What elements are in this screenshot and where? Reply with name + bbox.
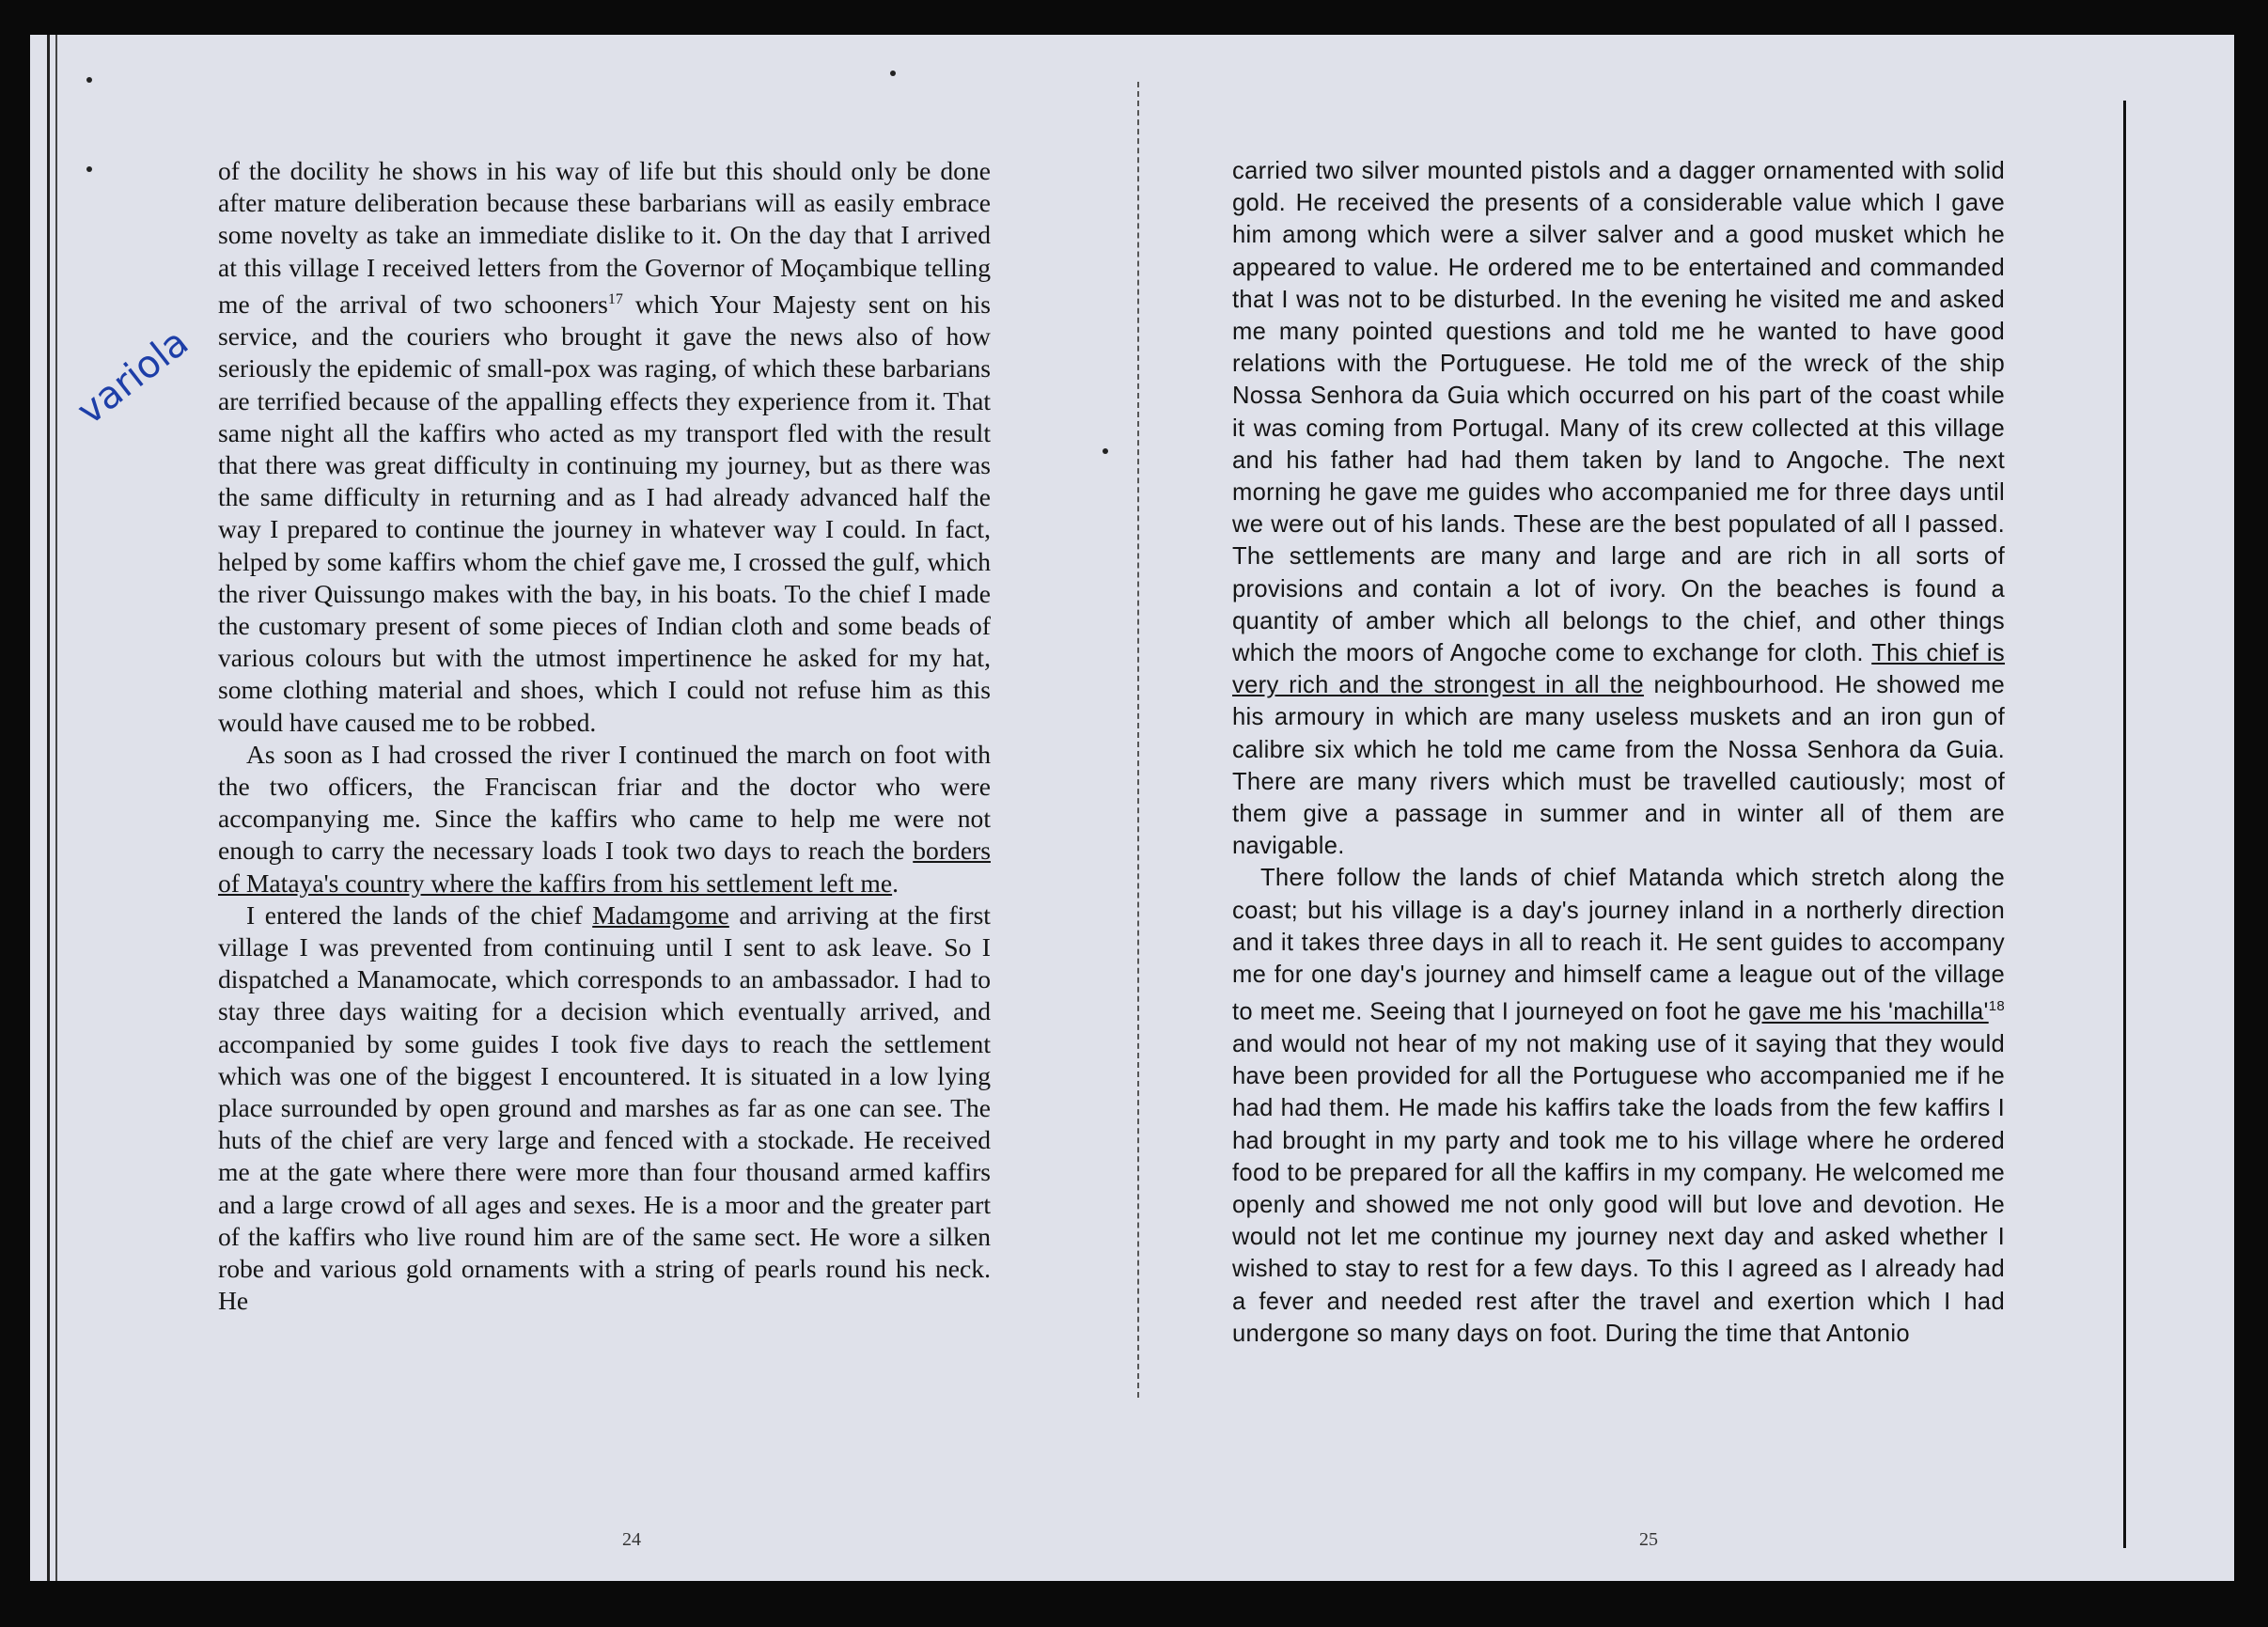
paragraph: I entered the lands of the chief Madamgome and arriving at the first village I was prevented from continuing until I sent to ask leave. So I dispatched a Manamocate, which corresponds to an ambassador. I had to stay three days waiting for a decision which eventually arrived, and accompanied by some guides I took five days to reach the settlement which was one of the biggest I encountered. It is situated in a low lying place surrounded by open ground and marshes as far as one can see. The huts of the chief are very large and fenced with a stockade. He received me at the gate where there were more than four thousand armed kaffirs and a large crowd of all ages and sexes. He is a moor and the greater part of the kaffirs who live round him are of the same sect. He wore a silken robe and various gold ornaments with a string of pearls round his neck. He xyxy=(218,900,991,1316)
binding-edge xyxy=(47,35,57,1581)
speck xyxy=(890,70,896,76)
left-page-text xyxy=(218,155,991,1490)
paragraph: carried two silver mounted pistols and a dagger ornamented with solid gold. He received the presents of a considerable value which I gave him among which were a silver salver and a good musket which he appeared to value. He ordered me to be entertained and commanded that I was not to be disturbed. In the evening he visited me and asked me many pointed questions and told me he wanted to have good relations with the Portuguese. He told me of the wreck of the ship Nossa Senhora da Guia which occurred on his part of the coast while it was coming from Portugal. Many of its crew collected at this village and his father had had them taken by land to Angoche. The next morning he gave me guides who accompanied me for three days until we were out of his lands. These are the best populated of all I passed. The settlements are many and large and are rich in all sorts of provisions and contain a lot of ivory. On the beaches is found a quantity of amber which all belongs to the chief, and other things which the moors of Angoche come to exchange for cloth. This chief is very rich and the strongest in all the neighbourhood. He showed me his armoury in which are many useless muskets and an iron gun of calibre six which he told me came from the Nossa Senhora da Guia. There are many rivers which must be travelled cautiously; most of them give a passage in summer and in winter all of them are navigable. xyxy=(1232,158,2005,860)
paragraph: of the docility he shows in his way of life but this should only be done after mature deliberation because these barbarians will as easily embrace some novelty as take an immediate dislike to it. On the day that I arrived at this village I received letters from the Governor of Moçambique telling me of the arrival of two schooners$^{17}$ which Your Majesty sent on his service, and the couriers who brought it gave the news also of how seriously the epidemic of small-pox was raging, of which these barbarians are terrified because of the appalling effects they experience from it. That same night all the kaffirs who acted as my transport fled with the result that there was great difficulty in continuing my journey, but as there was the same difficulty in returning and as I had already advanced half the way I prepared to continue the journey in whatever way I could. In fact, helped by some kaffirs whom the chief gave me, I crossed the gulf, which the river Quissungo makes with the bay, in his boats. To the chief I made the customary present of some pieces of Indian cloth and some beads of various colours but with the utmost impertinence he asked for my hat, some clothing material and shoes, which I could not refuse him as this would have caused me to be robbed. xyxy=(218,156,991,737)
margin-note: variola xyxy=(69,321,197,433)
speck xyxy=(86,77,92,83)
right-page-text xyxy=(1232,155,2005,1490)
page-number: 25 xyxy=(1639,1529,1658,1550)
paragraph: As soon as I had crossed the river I continued the march on foot with the two officers, the Franciscan friar and the doctor who were accompanying me. Since the kaffirs who came to help me were not enough to carry the necessary loads I took two days to reach the borders of Mataya's country where the kaffirs from his settlement left me. xyxy=(218,739,991,898)
speck xyxy=(1103,448,1108,454)
paragraph: There follow the lands of chief Matanda which stretch along the coast; but his village is a day's journey inland in a northerly direction and it takes three days in all to reach it. He sent guides to accompany me for one day's journey and himself came a league out of the village to meet me. Seeing that I journeyed on foot he gave me his '$machilla'^{18}$ and would not hear of my not making use of it saying that they would have been provided for all the Portuguese who accompanied me if he had had them. He made his kaffirs take the loads from the few kaffirs I had brought in my party and took me to his village where he ordered food to be prepared for all the kaffirs in my company. He welcomed me openly and showed me not only good will but love and devotion. He would not let me continue my journey next day and asked whether I wished to stay to rest for a few days. To this I agreed as I already had a fever and needed rest after the travel and exertion which I had undergone so many days on foot. During the time that Antonio xyxy=(1232,865,2005,1347)
page-edge xyxy=(2123,101,2126,1548)
book-spread xyxy=(30,35,2234,1581)
page-number: 24 xyxy=(622,1529,641,1550)
gutter xyxy=(1137,82,1143,1398)
speck xyxy=(86,166,92,172)
